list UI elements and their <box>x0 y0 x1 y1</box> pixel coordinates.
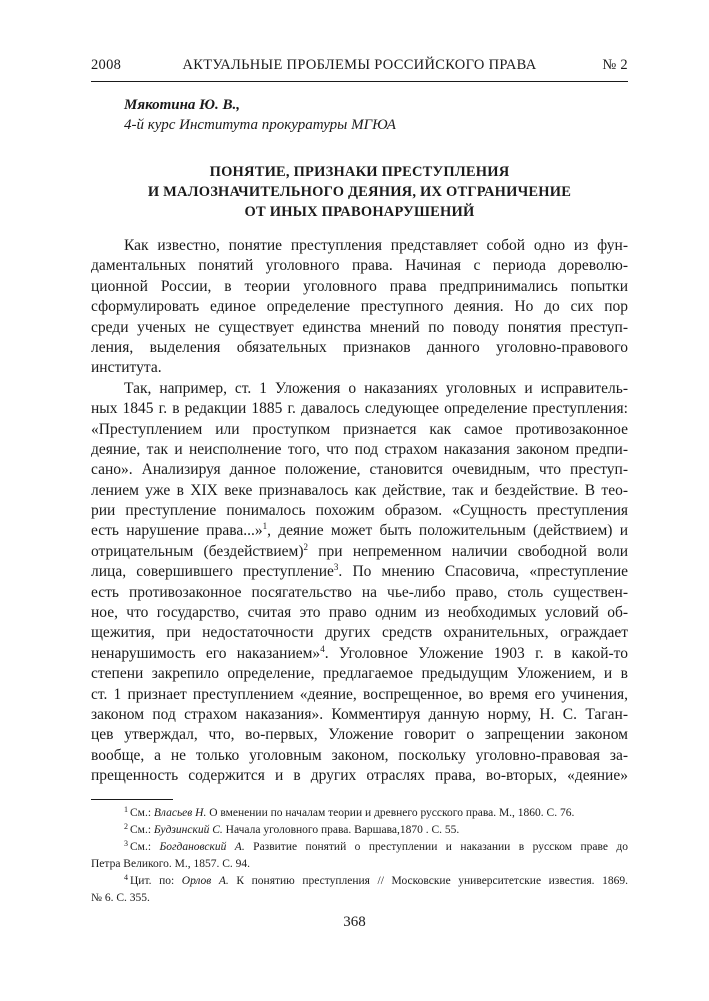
footnote-ref[interactable]: 2 <box>303 541 308 552</box>
body-text: . Уголовное Уложение 1903 г. в какой-то <box>324 644 628 662</box>
footnotes <box>91 805 628 907</box>
body-line: ционной России, в теории уголовного права предпринимались попытки <box>91 277 628 295</box>
footnote <box>91 805 628 822</box>
title-line: И МАЛОЗНАЧИТЕЛЬНОГО ДЕЯНИЯ, ИХ ОТГРАНИЧЕНИЕ <box>147 184 572 200</box>
author-affiliation: 4-й курс Института прокуратуры МГЮА <box>124 117 396 133</box>
footnote-number: 4 <box>124 873 128 882</box>
body-line: среди ученых не существует единства мнений по поводу понятия преступ- <box>91 318 628 336</box>
title-line: ПОНЯТИЕ, ПРИЗНАКИ ПРЕСТУПЛЕНИЯ <box>209 164 510 180</box>
footnote-number: 2 <box>124 822 128 831</box>
footnote-separator <box>91 799 173 800</box>
running-header <box>91 57 628 79</box>
body-line: щежития, при недостаточности других средств охранительных, ограждает <box>91 624 628 642</box>
body-line: вообще, а не только уголовным законом, поскольку уголовно-правовая за- <box>91 746 628 764</box>
body-line: «Преступлением или проступком признается как самое противозаконное <box>91 420 628 438</box>
footnote <box>91 839 628 856</box>
body-line: цев утверждал, что, во-первых, Уложение говорит о запрещении законом <box>91 726 628 744</box>
footnote-prefix: См.: <box>130 807 154 819</box>
body-line: степени закрепило определение, предлагаемое предыдущим Уложением, и в <box>91 665 628 683</box>
body-line: Так, например, ст. 1 Уложения о наказаниях уголовных и исправитель- <box>124 379 628 397</box>
body-text: , деяние может быть положительным (действием) и <box>267 522 628 540</box>
footnote-number: 1 <box>124 805 128 814</box>
body-line <box>91 542 628 562</box>
footnote-number: 3 <box>124 839 128 848</box>
body-line: есть противозаконное посягательство на чье-либо право, столь существен- <box>91 583 628 601</box>
footnote-text: Развитие понятий о преступлении и наказании в русском праве до <box>244 841 628 853</box>
body-text: отрицательным (бездействием) <box>91 542 304 560</box>
footnote-text: О вменении по началам теории и древнего русского права. М., 1860. С. 76. <box>206 807 575 819</box>
title-line: ОТ ИНЫХ ПРАВОНАРУШЕНИЙ <box>244 204 475 220</box>
footnote-author: Богдановский А. <box>159 841 245 853</box>
body-text: лица, совершившего преступление <box>91 563 334 581</box>
body-line: Как известно, понятие преступления представляет собой одно из фун- <box>124 237 628 254</box>
footnote <box>91 873 628 890</box>
body-line: деяние, так и неисполнение того, что под страхом наказания законом предпи- <box>91 440 628 458</box>
footnote-ref[interactable]: 1 <box>262 521 268 532</box>
body-line <box>91 644 628 664</box>
body-text: . По мнению Спасовича, «преступление <box>338 563 628 581</box>
body-line: прещенность содержится и в других отраслях права, во-вторых, «деяние» <box>91 767 628 785</box>
body-line: даментальных понятий уголовного права. Начиная с периода дореволю- <box>91 257 628 275</box>
body-line: сано». Анализируя данное положение, становится очевидным, что преступ- <box>91 461 628 479</box>
body-line: института. <box>91 359 162 377</box>
footnote-author: Будзинский С. <box>153 824 223 836</box>
body-line: ных 1845 г. в редакции 1885 г. давалось следующее определение преступления: <box>91 400 628 418</box>
header-issue: № 2 <box>602 57 628 73</box>
body-line: ления, выделения обязательных признаков данного уголовно-правового <box>91 338 628 356</box>
body-text: при непременном наличии свободной воли <box>307 542 628 560</box>
body-line: ное, что государство, считая это право одним из необходимых условий об- <box>91 604 628 622</box>
body-line <box>91 562 628 582</box>
footnote <box>91 822 628 839</box>
footnote-prefix: См.: <box>130 824 154 836</box>
body-text: есть нарушение права...» <box>91 522 263 540</box>
author-name: Мякотина Ю. В., <box>124 97 241 113</box>
header-year: 2008 <box>91 57 122 73</box>
footnote-prefix: См.: <box>130 841 160 853</box>
body-line <box>91 521 628 541</box>
article-body <box>91 236 628 787</box>
footnote-text: Начала уголовного права. Варшава,1870 . С. 55. <box>222 824 460 836</box>
footnote-continuation: Петра Великого. М., 1857. С. 94. <box>91 858 251 870</box>
footnote-text: К понятию преступления // Московские университетские известия. 1869. <box>228 875 628 887</box>
footnote-author: Власьев Н. <box>153 807 207 819</box>
body-line: сформулировать единое определение преступного деяния. Но до сих пор <box>91 298 628 316</box>
footnote-prefix: Цит. по: <box>130 875 182 887</box>
article-title <box>91 162 628 222</box>
author-block <box>124 95 396 135</box>
body-line: лением уже в XIX веке признавалось как действие, так и бездействие. В тео- <box>91 481 628 499</box>
footnote-ref[interactable]: 4 <box>320 643 325 654</box>
body-line: рии преступление понималось похожим образом. «Сущность преступления <box>91 502 628 520</box>
footnote-author: Орлов А. <box>181 875 229 887</box>
header-rule <box>91 81 628 82</box>
body-line: ст. 1 признает преступлением «деяние, воспрещенное, во время его учинения, <box>91 685 628 703</box>
body-text: ненарушимость его наказанием» <box>91 644 321 662</box>
page-number: 368 <box>343 914 366 930</box>
footnote-ref[interactable]: 3 <box>333 562 339 573</box>
footnote-continuation: № 6. С. 355. <box>91 892 150 904</box>
body-line: законом под страхом наказания». Комментируя данную норму, Н. С. Таган- <box>91 705 628 723</box>
header-journal-title: АКТУАЛЬНЫЕ ПРОБЛЕМЫ РОССИЙСКОГО ПРАВА <box>182 57 537 73</box>
